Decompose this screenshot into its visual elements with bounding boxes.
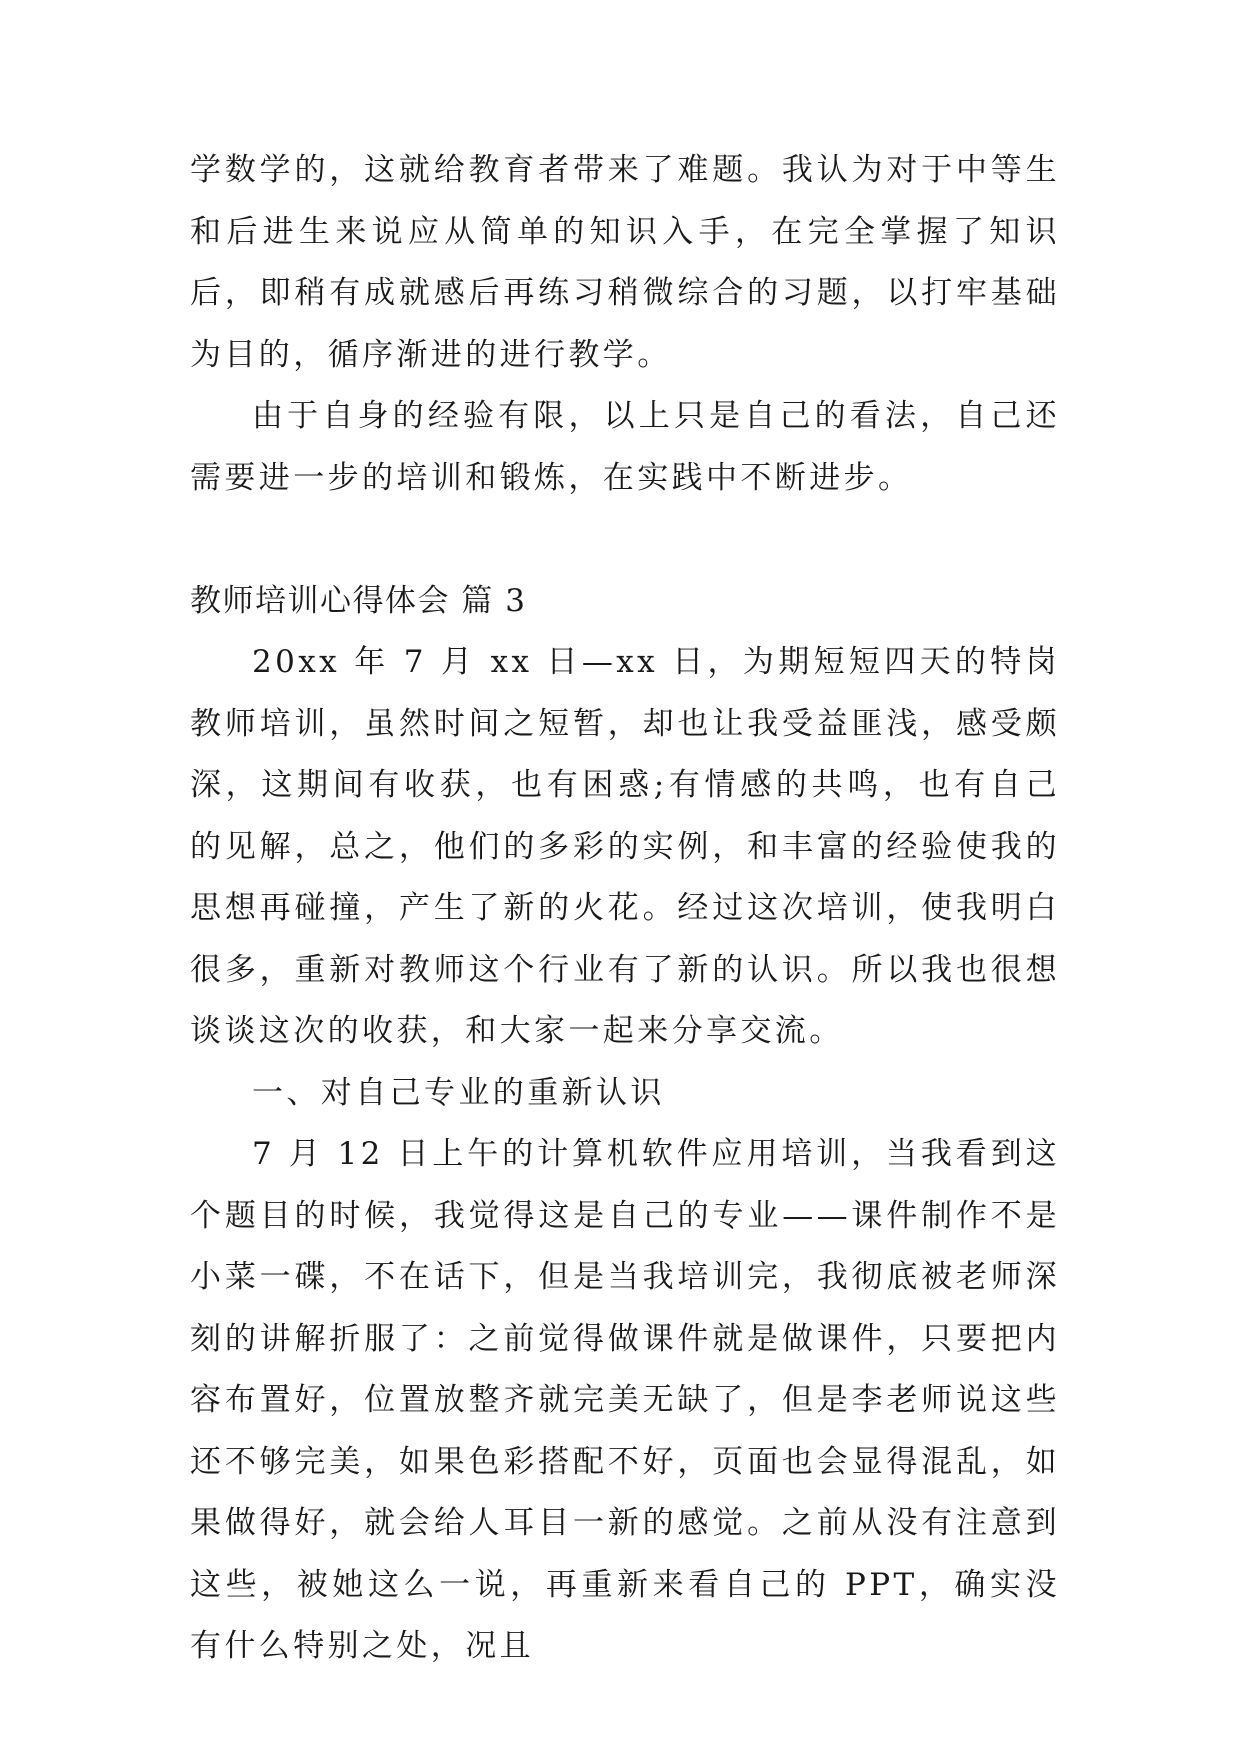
paragraph: 由于自身的经验有限，以上只是自己的看法，自己还需要进一步的培训和锻炼，在实践中不断进步。 xyxy=(190,398,1060,496)
paragraph: 学数学的，这就给教育者带来了难题。我认为对于中等生和后进生来说应从简单的知识入手，在完全掌握了知识后，即稍有成就感后再练习稍微综合的习题，以打牢基础为目的，循序渐进的进行教学。 xyxy=(190,152,1060,373)
subheading: 一、对自己专业的重新认识 xyxy=(252,1074,665,1111)
paragraph: 20xx 年 7 月 xx 日—xx 日，为期短短四天的特岗教师培训，虽然时间之短暂，却也让我受益匪浅，感受颇深，这期间有收获，也有困惑;有情感的共鸣，也有自己的见解，总之，他们的多彩的实例，和丰富的经验使我的思想再碰撞，产生了新的火花。经过这次培训，使我明白很多，重新对教师这个行业有了新的认识。所以我也很想谈谈这次的收获，和大家一起来分享交流。 xyxy=(190,644,1060,1049)
paragraph: 7 月 12 日上午的计算机软件应用培训，当我看到这个题目的时候，我觉得这是自己的专业——课件制作不是小菜一碟，不在话下，但是当我培训完，我彻底被老师深刻的讲解折服了：之前觉得做课件就是做课件，只要把内容布置好，位置放整齐就完美无缺了，但是李老师说这些还不够完美，如果色彩搭配不好，页面也会显得混乱，如果做得好，就会给人耳目一新的感觉。之前从没有注意到这些，被她这么一说，再重新来看自己的 PPT，确实没有什么特别之处，况且 xyxy=(190,1136,1060,1664)
document-body xyxy=(190,140,1060,1678)
section-heading: 教师培训心得体会 篇 3 xyxy=(190,582,527,619)
